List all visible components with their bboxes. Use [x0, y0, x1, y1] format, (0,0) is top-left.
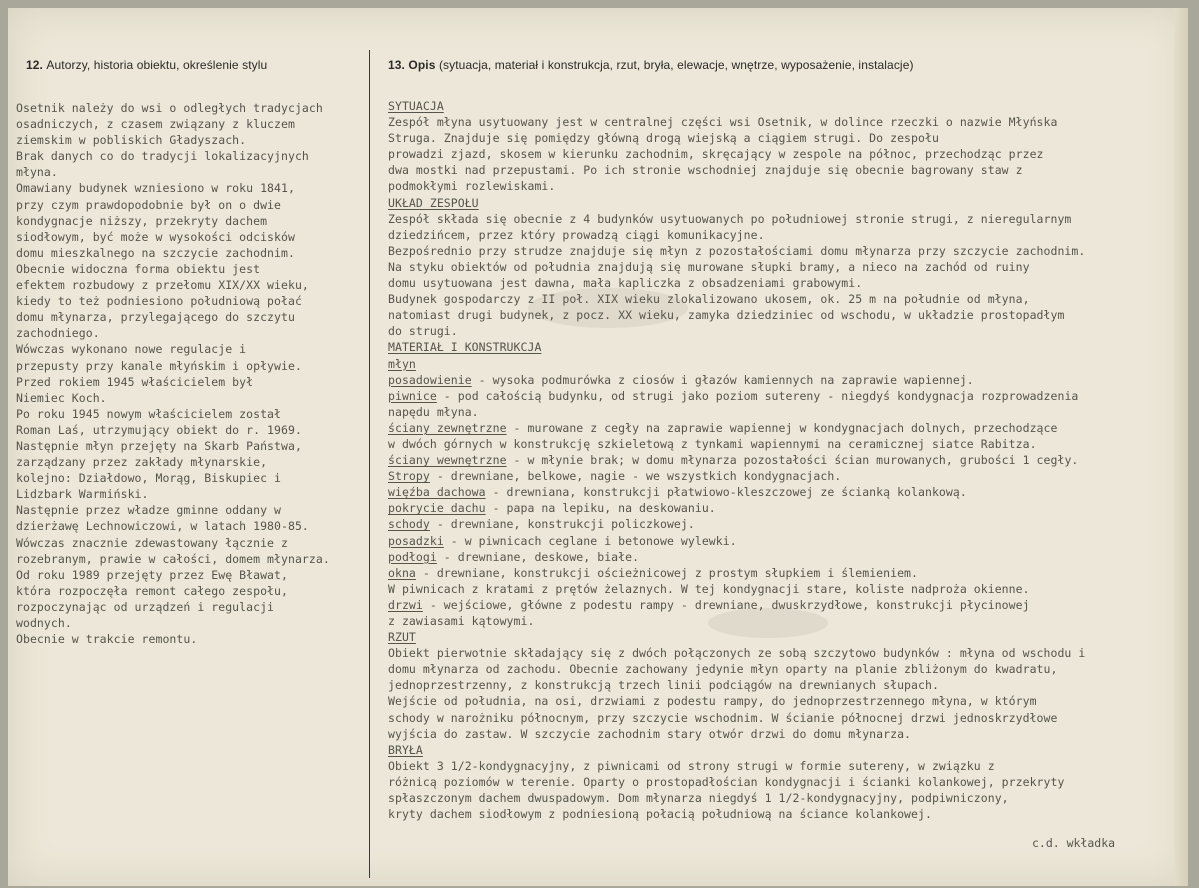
description-line: [388, 758, 1085, 774]
description-text: z zawiasami kątowymi.: [388, 614, 535, 628]
history-line: wodnych.: [16, 616, 72, 630]
description-text: - wysoka podmurówka z ciosów i głazów kamiennych na zaprawie wapiennej.: [471, 372, 974, 387]
description-text: - pod całością budynku, od strugi jako poziom sutereny - niegdyś kondygnacja rozprowadzenia: [436, 388, 1079, 403]
history-line: Po roku 1945 nowym właścicielem został: [16, 406, 281, 421]
description-text: Budynek gospodarczy z II poł. XIX wieku zlokalizowano ukosem, ok. 25 m na południe od młyna,: [388, 292, 1030, 307]
description-line: [388, 661, 1085, 677]
description-line: [388, 790, 1085, 806]
description-text: dziedzińcem, przez który prowadzą ciągi komunikacyjne.: [388, 227, 765, 242]
history-line: Niemiec Koch.: [16, 390, 107, 405]
history-line: osadniczych, z czasem związany z kluczem: [16, 117, 295, 132]
description-text: kryty dachem siodłowym z podniesioną połacią południową na ściance kolankowej.: [388, 807, 932, 822]
description-text: napędu młyna.: [388, 404, 479, 419]
description-line: [388, 227, 1085, 243]
section-heading-line: [388, 339, 1085, 355]
underlined-term: RZUT: [388, 630, 416, 645]
description-text: - drewniane, konstrukcji ościeżnicowej z prostym słupkiem i ślemieniem.: [415, 565, 919, 580]
description-line: [388, 307, 1085, 323]
description-line: [388, 275, 1085, 291]
description-line: [388, 162, 1085, 178]
history-line: Obecnie w trakcie remontu.: [16, 632, 198, 647]
underlined-term: okna: [388, 565, 416, 580]
history-line: przepusty przy kanale młyńskim i opływie.: [16, 358, 302, 373]
section-13-title: Opis: [408, 58, 436, 72]
section-heading-line: [388, 356, 1085, 372]
description-text: - drewniana, konstrukcji płatwiowo-kleszczowej ze ścianką kolankową.: [485, 485, 967, 500]
history-line: rozebranym, prawie w całości, domem młynarza.: [16, 551, 330, 566]
history-line: kondygnacje niższy, przekryty dachem: [16, 213, 268, 228]
description-text: - w piwnicach ceglane i betonowe wylewki.: [443, 533, 737, 548]
description-line: [388, 178, 1085, 194]
underlined-term: MATERIAŁ I KONSTRUKCJA: [388, 340, 542, 355]
description-text: - w młynie brak; w domu młynarza pozostałości ścian murowanych, grubości 1 cegły.: [506, 453, 1079, 468]
section-12-title: Autorzy, historia obiektu, określenie stylu: [46, 58, 268, 72]
history-line: zarządzany przez zakłady młynarskie,: [16, 455, 268, 470]
description-line: [388, 404, 1085, 420]
description-text: domu usytuowana jest dawna, mała kapliczka z obsadzeniami grabowymi.: [388, 276, 863, 291]
section-13-number: 13.: [388, 58, 405, 72]
description-text: Obiekt 3 1/2-kondygnacyjny, z piwnicami od strony strugi w formie sutereny, w związku z: [388, 758, 995, 773]
description-text: natomiast drugi budynek, z pocz. XX wieku, zamyka dziedziniec od wschodu, w układzie prostopadłym: [388, 308, 1065, 323]
description-line: [388, 693, 1085, 709]
underlined-term: drzwi: [388, 597, 423, 612]
section-heading-line: [388, 98, 1085, 114]
underlined-term: podłogi: [388, 549, 437, 564]
underlined-term: UKŁAD ZESPOŁU: [388, 195, 479, 210]
underlined-term: schody: [388, 517, 430, 532]
description-line: [388, 259, 1085, 275]
history-line: Przed rokiem 1945 właścicielem był: [16, 374, 254, 389]
section-heading-line: [388, 742, 1085, 758]
section-heading-line: [388, 629, 1085, 645]
underlined-term: pokrycie dachu: [388, 501, 486, 516]
description-line: [388, 211, 1085, 227]
history-line: dzierżawę Lechnowiczowi, w latach 1980-85.: [16, 519, 309, 534]
description-text: - drewniane, konstrukcji policzkowej.: [429, 517, 695, 532]
underlined-term: ściany zewnętrzne: [388, 420, 507, 435]
underlined-term: posadowienie: [388, 372, 472, 387]
history-line: Wówczas znacznie zdewastowany łącznie z: [16, 535, 288, 550]
description-line: [388, 774, 1085, 790]
description-text: domu młynarza od zachodu. Obecnie zachowany jedynie młyn oparty na planie zbliżonym do kwadratu,: [388, 662, 1058, 677]
description-text: jednoprzestrzenny, z konstrukcją trzech linii podciągów na drewnianych słupach.: [388, 678, 939, 693]
section-13-header: [388, 58, 914, 72]
underlined-term: posadzki: [388, 533, 444, 548]
description-line: [388, 243, 1085, 259]
description-text: prowadzi zjazd, skosem w kierunku zachodnim, skręcający w zespole na północ, przechodząc przez: [388, 147, 1044, 162]
history-line: ziemskim w pobliskich Gładyszach.: [16, 133, 247, 148]
history-line: która rozpoczęła remont całego zespołu,: [16, 583, 288, 598]
history-line: młyna.: [16, 165, 58, 180]
description-text: Zespół składa się obecnie z 4 budynków usytuowanych po południowej stronie strugi, z nieregularnym: [388, 211, 1072, 226]
history-line: zachodniego.: [16, 326, 100, 341]
section-heading-line: [388, 195, 1085, 211]
section-12-header: [26, 58, 267, 72]
underlined-term: SYTUACJA: [388, 99, 444, 113]
history-line: efektem rozbudowy z przełomu XIX/XX wieku,: [16, 278, 309, 293]
description-line: [388, 146, 1085, 162]
description-line: [388, 613, 1085, 629]
description-text: - papa na lepiku, na deskowaniu.: [485, 501, 716, 516]
history-line: Omawiany budynek wzniesiono w roku 1841,: [16, 181, 295, 196]
history-line: Brak danych co do tradycji lokalizacyjnych: [16, 149, 309, 164]
page-edge: [1174, 8, 1188, 886]
description-line: [388, 726, 1085, 742]
description-line: [388, 806, 1085, 822]
underlined-term: Stropy: [388, 469, 430, 484]
description-line: [388, 388, 1085, 404]
description-text: różnicą poziomów w terenie. Oparty o prostopadłościan kondygnacji i ścianki kolankowej, przekryty: [388, 774, 1065, 789]
description-text: do strugi.: [388, 324, 458, 339]
description-text: Zespół młyna usytuowany jest w centralnej części wsi Osetnik, w dolince rzeczki o nazwie Młyńska: [388, 115, 1058, 130]
description-line: [388, 468, 1085, 484]
description-text: - drewniane, belkowe, nagie - we wszystkich kondygnacjach.: [429, 469, 842, 484]
underlined-term: BRYŁA: [388, 742, 423, 757]
history-line: Roman Laś, utrzymujący obiekt do r. 1969.: [16, 422, 302, 437]
description-line: [388, 291, 1085, 307]
description-text: wyjścia do zastaw. W szczycie zachodnim stary otwór drzwi do domu młynarza.: [388, 726, 912, 741]
history-text-column: [16, 100, 330, 647]
underlined-term: piwnice: [388, 388, 437, 403]
description-line: [388, 533, 1085, 549]
history-line: siodłowym, być może w wysokości odcisków: [16, 229, 295, 244]
description-text: W piwnicach z kratami z prętów żelaznych. W tej kondygnacji stare, koliste nadproża okienne.: [388, 581, 1030, 596]
underlined-term: więźba dachowa: [388, 485, 486, 500]
description-line: [388, 549, 1085, 565]
section-12-number: 12.: [26, 58, 43, 72]
description-line: [388, 436, 1085, 452]
description-text: - murowane z cegły na zaprawie wapiennej w kondygnacjach dolnych, przechodzące: [506, 420, 1058, 435]
description-line: [388, 565, 1085, 581]
description-text: - wejściowe, główne z podestu rampy - drewniane, dwuskrzydłowe, konstrukcji płycinowej: [422, 597, 1030, 612]
description-text: dwa mostki nad przepustami. Po ich stronie wschodniej znajduje się obecnie bagrowany staw z: [388, 163, 1023, 178]
description-text: schody w narożniku północnym, przy szczycie wschodnim. W ścianie północnej drzwi jednoskrzydłowe: [388, 710, 1058, 725]
continuation-note: c.d. wkładka: [1032, 836, 1116, 850]
history-line: Obecnie widoczna forma obiektu jest: [16, 261, 261, 276]
description-text: Struga. Znajduje się pomiędzy główną drogą wiejską a ciągiem strugi. Do zespołu: [388, 131, 939, 146]
history-line: kiedy to też podniesiono południową połać: [16, 294, 302, 309]
description-line: [388, 710, 1085, 726]
history-line: Lidzbark Warmiński.: [16, 487, 149, 502]
description-line: [388, 130, 1085, 146]
description-text: Na styku obiektów od południa znajdują się murowane słupki bramy, a nieco na zachód od ruiny: [388, 259, 1030, 274]
description-line: [388, 597, 1085, 613]
description-line: [388, 452, 1085, 468]
description-line: [388, 581, 1085, 597]
history-line: domu młynarza, przylegającego do szczytu: [16, 310, 295, 325]
description-text: Bezpośrednio przy strudze znajduje się młyn z pozostałościami domu młynarza przy szczycie zachodnim.: [388, 243, 1086, 258]
history-line: rozpoczynając od urządzeń i regulacji: [16, 599, 275, 614]
section-13-subtitle: (sytuacja, materiał i konstrukcja, rzut, bryła, elewacje, wnętrze, wyposażenie, instalacje): [438, 58, 914, 72]
description-text: w dwóch górnych w konstrukcję szkieletową z tynkami wapiennymi na ceramicznej siatce Rabitza.: [388, 436, 1037, 451]
history-line: przy czym prawdopodobnie był on o dwie: [16, 197, 281, 212]
history-line: Od roku 1989 przejęty przez Ewę Bławat,: [16, 567, 288, 582]
underlined-term: ściany wewnętrzne: [388, 453, 507, 468]
history-line: domu mieszkalnego na szczycie zachodnim.: [16, 245, 295, 260]
description-line: [388, 516, 1085, 532]
description-line: [388, 484, 1085, 500]
description-line: [388, 677, 1085, 693]
description-text: spłaszczonym dachem dwuspadowym. Dom młynarza niegdyś 1 1/2-kondygnacyjny, podpiwniczony,: [388, 791, 1009, 806]
history-line: Następnie przez władze gminne oddany w: [16, 503, 281, 518]
history-line: Osetnik należy do wsi o odległych tradycjach: [16, 101, 323, 115]
description-line: [388, 372, 1085, 388]
history-line: kolejno: Działdowo, Morąg, Biskupiec i: [16, 471, 281, 486]
history-line: Następnie młyn przejęty na Skarb Państwa,: [16, 438, 302, 453]
description-text: Obiekt pierwotnie składający się z dwóch połączonych ze sobą szczytowo budynków : młyna od wschodu i: [388, 646, 1086, 661]
underlined-term: młyn: [388, 356, 416, 371]
description-line: [388, 420, 1085, 436]
history-line: Wówczas wykonano nowe regulacje i: [16, 342, 247, 357]
description-line: [388, 114, 1085, 130]
description-line: [388, 645, 1085, 661]
description-text-column: [388, 98, 1085, 822]
description-text: Wejście od południa, na osi, drzwiami z podestu rampy, do jednoprzestrzennego młyna, w którym: [388, 694, 1037, 709]
description-text: podmokłymi rozlewiskami.: [388, 179, 556, 194]
column-divider: [369, 50, 370, 878]
description-text: - drewniane, deskowe, białe.: [436, 549, 640, 564]
description-line: [388, 500, 1085, 516]
description-line: [388, 323, 1085, 339]
